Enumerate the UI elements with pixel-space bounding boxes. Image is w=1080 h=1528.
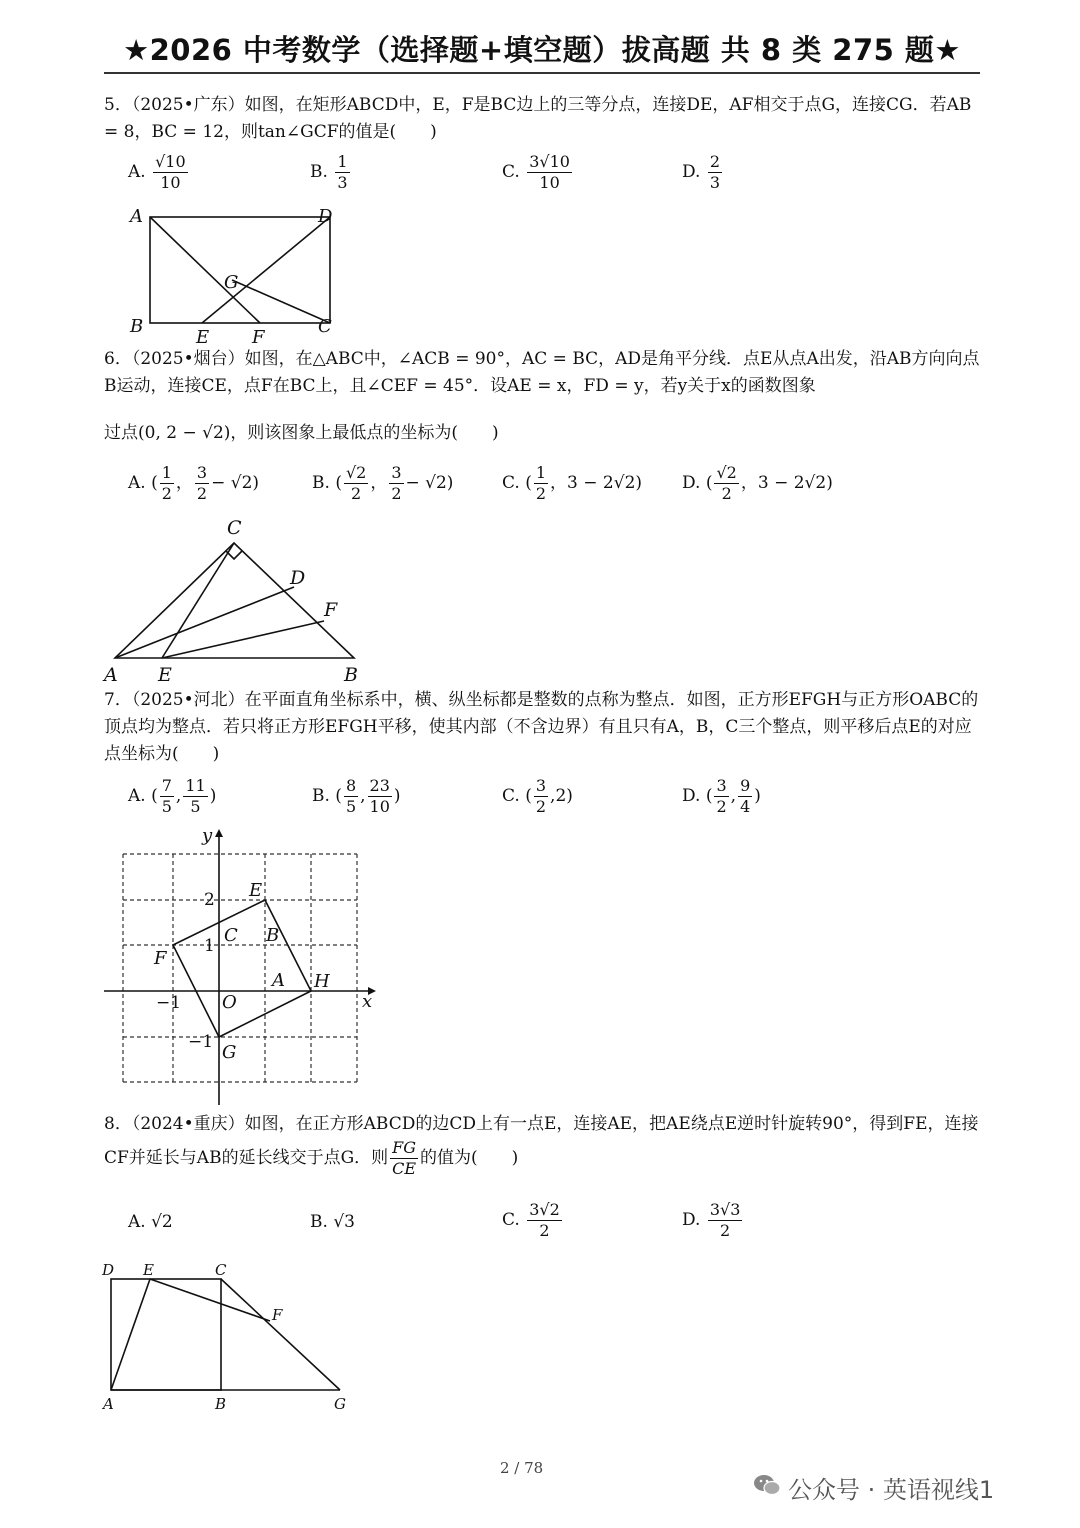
q7-option-b[interactable]: B. ( $\frac{8}{5}$ , $\frac{23}{10}$ ) xyxy=(312,776,401,816)
q8-label-a: A xyxy=(103,1395,114,1413)
watermark-text: 公众号 · 英语视线1 xyxy=(788,1476,995,1504)
q5-option-a[interactable]: A. $\frac{√10}{10}$ xyxy=(128,152,186,192)
wechat-icon xyxy=(752,1472,782,1498)
page-number: 2 / 78 xyxy=(500,1459,544,1477)
q6-option-c[interactable]: C. ( $\frac{1}{2}$ ，3 − 2√2) xyxy=(502,463,643,503)
q6-label-d: D xyxy=(290,567,306,589)
q8-square-figure xyxy=(100,1260,360,1420)
q6-option-b[interactable]: B. ( $\frac{√2}{2}$ ， $\frac{3}{2}$ − √2) xyxy=(312,463,454,503)
q5-label-g: G xyxy=(224,272,239,293)
q5-option-b[interactable]: B. $\frac{1}{3}$ xyxy=(310,152,348,192)
q6-option-a[interactable]: A. ( $\frac{1}{2}$ ， $\frac{3}{2}$ − √2) xyxy=(128,463,260,503)
q6-option-d[interactable]: D. ( $\frac{√2}{2}$ ，3 − 2√2) xyxy=(682,463,833,503)
q7-tick-ym1: −1 xyxy=(188,1032,214,1052)
q8-label-f: F xyxy=(272,1306,283,1324)
q5-rectangle-figure xyxy=(120,200,350,350)
question-7-text: 7．（2025•河北）在平面直角坐标系中，横、纵坐标都是整数的点称为整点．如图，正方形EFGH与正方形OABC的顶点均为整点．若只将正方形EFGH平移，使其内部（不含边界）有且只有A，B，C三个整点，则平移后点E的对应点坐标为( ) xyxy=(104,690,979,764)
q7-label-o: O xyxy=(222,992,237,1013)
q8-label-c: C xyxy=(215,1261,227,1279)
q8-option-c[interactable]: C. $\frac{3√2}{2}$ xyxy=(502,1200,560,1240)
question-5-text: 5．（2025•广东）如图，在矩形ABCD中，E，F是BC边上的三等分点，连接DE，AF相交于点G，连接CG．若AB = 8，BC = 12，则tan∠GCF的值是( ) xyxy=(104,95,972,142)
q8-option-d[interactable]: D. $\frac{3√3}{2}$ xyxy=(682,1200,741,1240)
q8-label-e: E xyxy=(143,1261,154,1279)
q7-option-d[interactable]: D. ( $\frac{3}{2}$ , $\frac{9}{4}$ ) xyxy=(682,776,761,816)
q8-option-a[interactable]: A. √2 xyxy=(128,1212,173,1232)
question-6-text: 6．（2025•烟台）如图，在△ABC中，∠ACB = 90°，AC = BC，AD是角平分线．点E从点A出发，沿AB方向向点B运动，连接CE，点F在BC上，且∠CEF = 45°．设AE = x，FD = y，若y关于x的函数图象 xyxy=(104,349,980,396)
q8-label-d: D xyxy=(102,1261,115,1279)
q6-label-e: E xyxy=(158,664,172,686)
q8-option-b[interactable]: B. √3 xyxy=(310,1212,355,1232)
q5-option-d[interactable]: D. $\frac{2}{3}$ xyxy=(682,152,721,192)
page-header: ★2026 中考数学（选择题+填空题）拔高题 共 8 类 275 题★ xyxy=(123,33,961,67)
q7-option-a[interactable]: A. ( $\frac{7}{5}$ , $\frac{11}{5}$ ) xyxy=(128,776,217,816)
q5-label-c: C xyxy=(318,316,332,337)
q6-triangle-figure xyxy=(100,515,380,690)
q7-option-c[interactable]: C. ( $\frac{3}{2}$ ,2) xyxy=(502,776,573,816)
q5-label-d: D xyxy=(318,206,333,227)
header-divider xyxy=(104,72,980,74)
q7-label-b: B xyxy=(266,925,280,946)
q7-label-a: A xyxy=(272,970,285,991)
q5-label-a: A xyxy=(130,206,143,227)
q6-label-a: A xyxy=(104,664,118,686)
q8-label-b: B xyxy=(215,1395,227,1413)
q7-tick-y1: 1 xyxy=(204,936,215,956)
q5-option-c[interactable]: C. $\frac{3√10}{10}$ xyxy=(502,152,570,192)
q7-tick-y2: 2 xyxy=(204,890,215,910)
q6-label-f: F xyxy=(324,599,338,621)
q5-label-b: B xyxy=(130,316,144,337)
q7-axis-y-label: y xyxy=(202,825,213,846)
q7-label-h: H xyxy=(314,971,330,992)
q7-label-c: C xyxy=(224,925,238,946)
q7-coordinate-figure xyxy=(100,825,390,1110)
q5-label-e: E xyxy=(196,327,210,348)
q7-axis-x-label: x xyxy=(362,991,373,1012)
q7-label-e: E xyxy=(249,880,263,901)
q6-label-b: B xyxy=(344,664,358,686)
q7-label-g: G xyxy=(222,1042,237,1063)
q6-label-c: C xyxy=(227,517,242,539)
question-8-text: 8．（2024•重庆）如图，在正方形ABCD的边CD上有一点E，连接AE，把AE绕点E逆时针旋转90°，得到FE，连接CF并延长与AB的延长线交于点G．则 $\frac{FG}{CE}$ 的值为( ) xyxy=(104,1114,979,1178)
q7-tick-xm1: −1 xyxy=(156,993,182,1013)
q5-label-f: F xyxy=(252,327,265,348)
q8-label-g: G xyxy=(334,1395,346,1413)
question-6-text-2: 过点(0, 2 − √2)，则该图象上最低点的坐标为( ) xyxy=(104,423,499,443)
q7-label-f: F xyxy=(154,948,167,969)
